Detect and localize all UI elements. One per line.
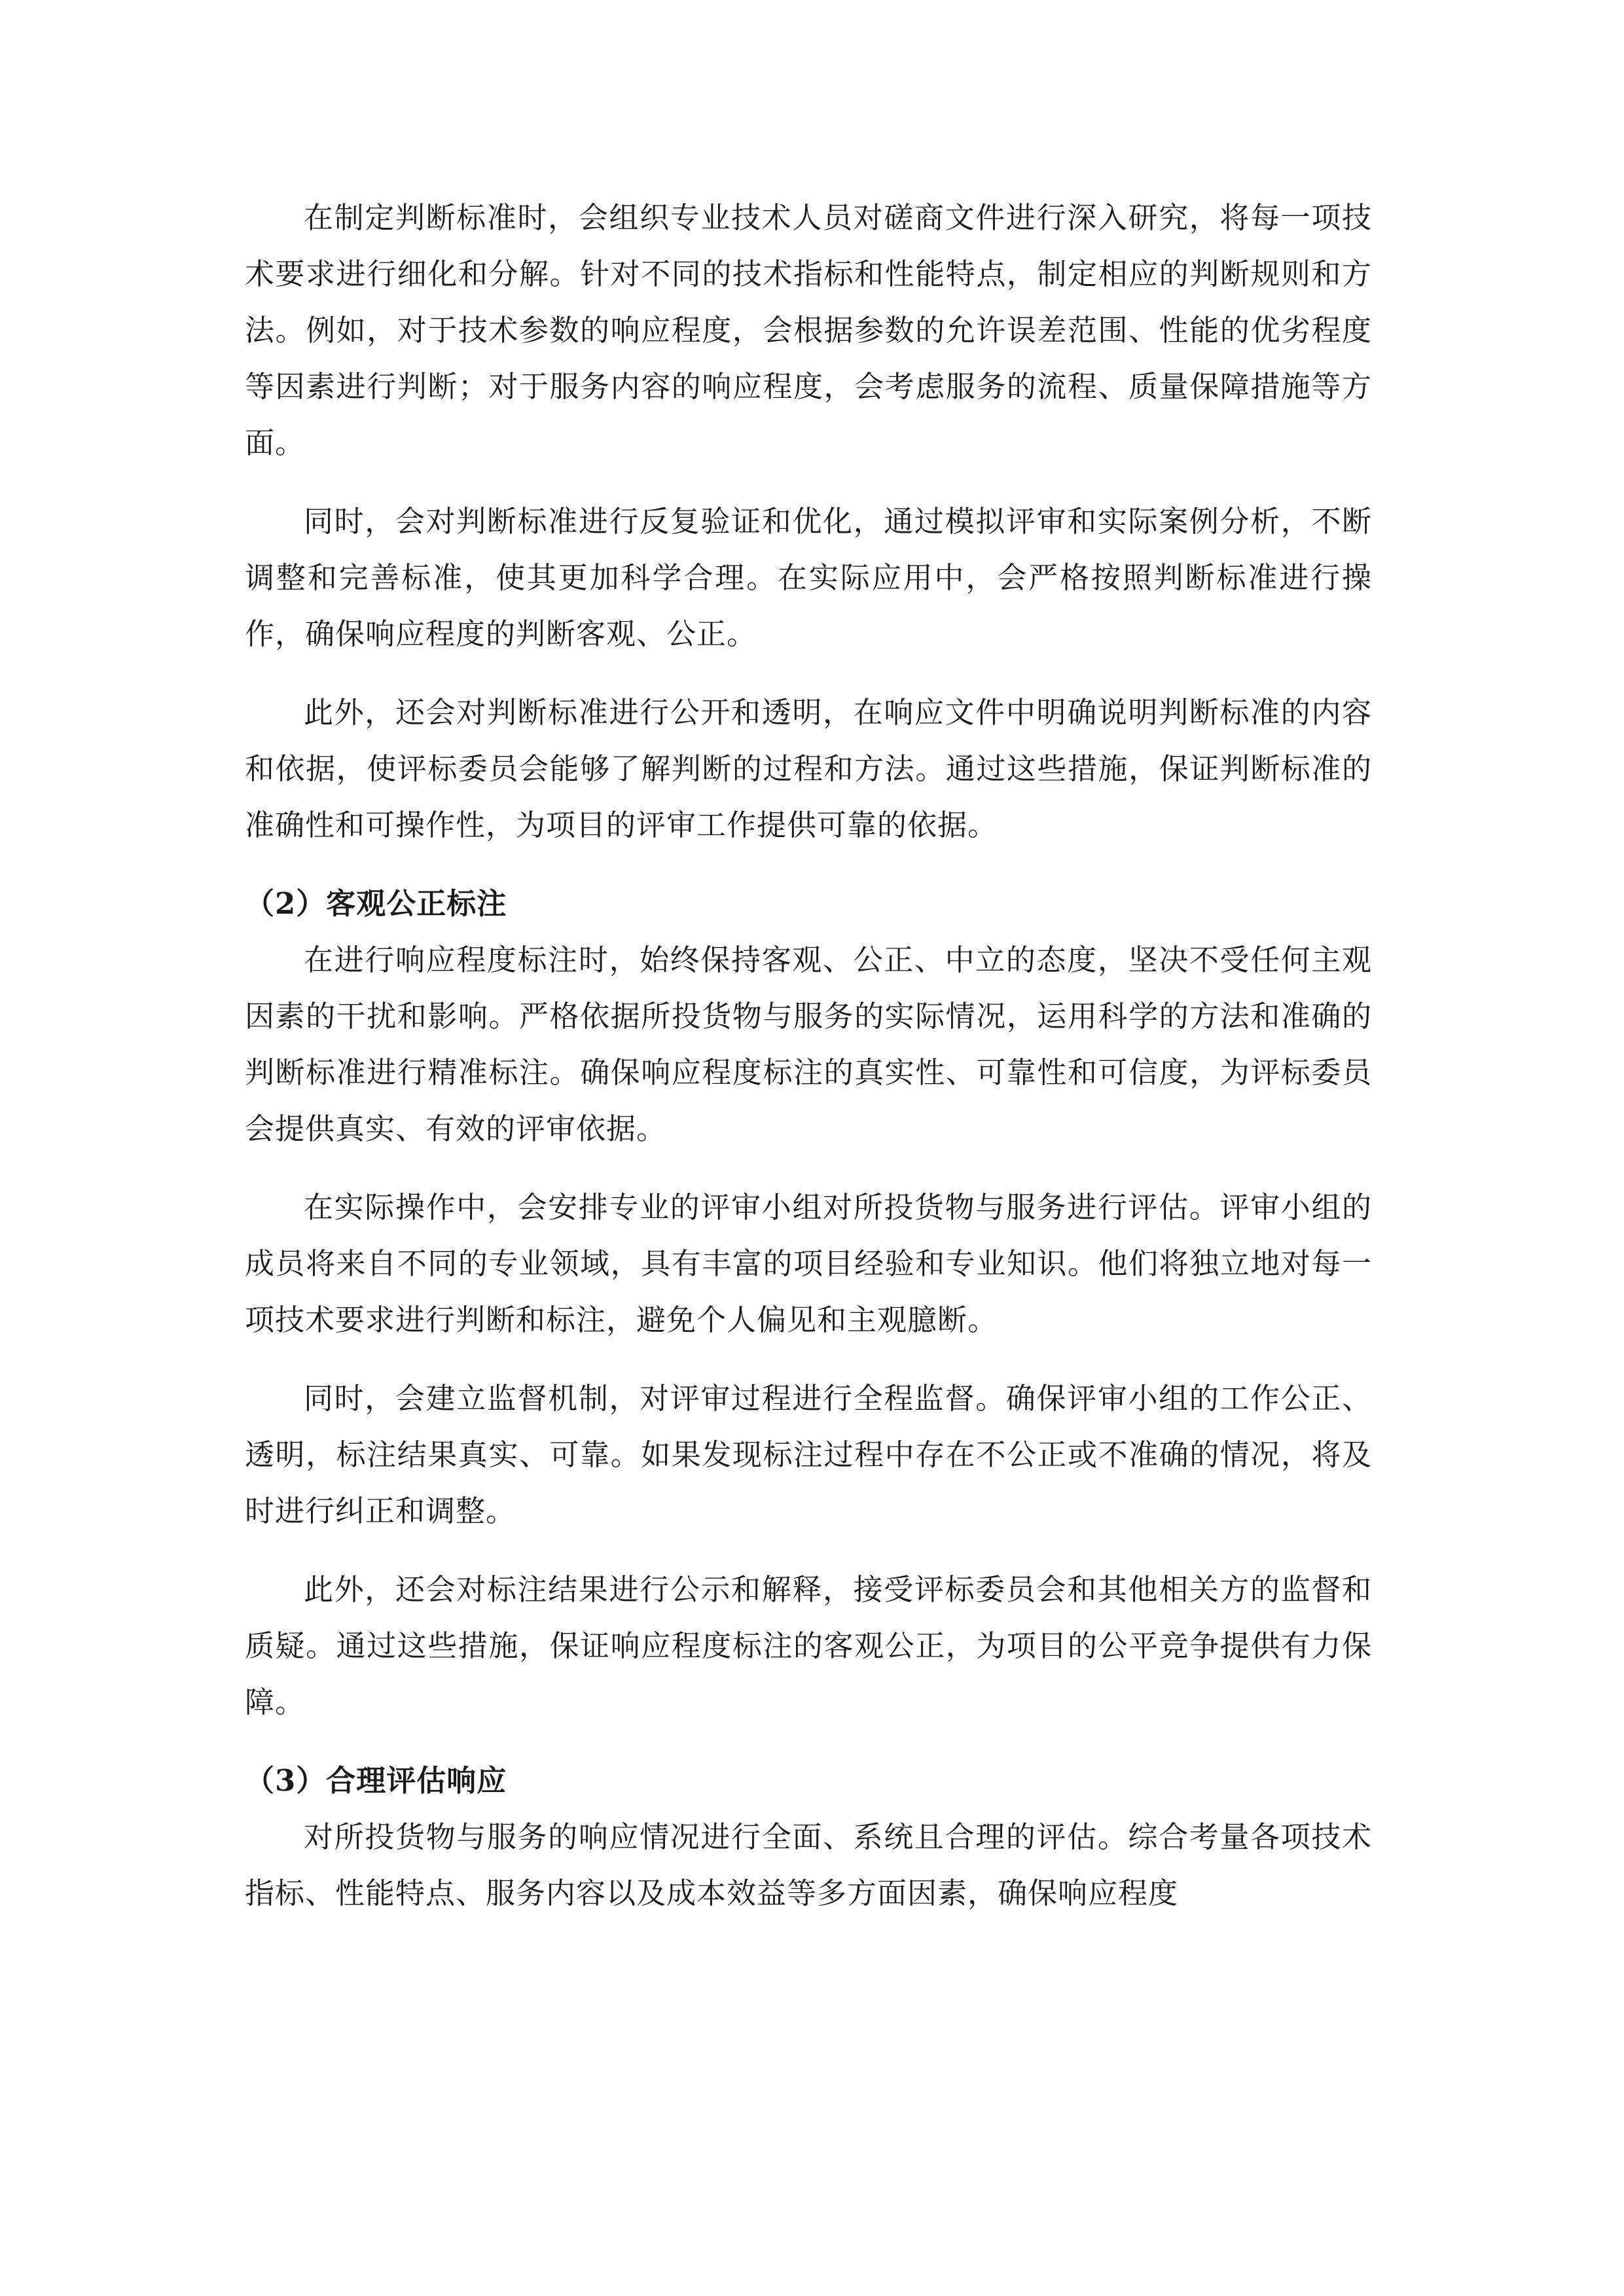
section-heading-reasonable-evaluation: （3）合理评估响应 xyxy=(245,1763,507,1798)
paragraph-review-team: 在实际操作中，会安排专业的评审小组对所投货物与服务进行评估。评审小组的成员将来自不同的专业领域，具有丰富的项目经验和专业知识。他们将独立地对每一项技术要求进行判断和标注，避免个人偏见和主观臆断。 xyxy=(245,1190,1372,1337)
paragraph-publicity: 此外，还会对标注结果进行公示和解释，接受评标委员会和其他相关方的监督和质疑。通过这些措施，保证响应程度标注的客观公正，为项目的公平竞争提供有力保障。 xyxy=(245,1572,1372,1719)
section-heading-objective-annotation: （2）客观公正标注 xyxy=(245,886,507,921)
paragraph-standards-transparency: 此外，还会对判断标准进行公开和透明，在响应文件中明确说明判断标准的内容和依据，使评标委员会能够了解判断的过程和方法。通过这些措施，保证判断标准的准确性和可操作性，为项目的评审工作提供可靠的依据。 xyxy=(245,695,1372,842)
document-body xyxy=(245,190,1372,1944)
paragraph-judgment-standards: 在制定判断标准时，会组织专业技术人员对磋商文件进行深入研究，将每一项技术要求进行细化和分解。针对不同的技术指标和性能特点，制定相应的判断规则和方法。例如，对于技术参数的响应程度，会根据参数的允许误差范围、性能的优劣程度等因素进行判断；对于服务内容的响应程度，会考虑服务的流程、质量保障措施等方面。 xyxy=(245,200,1372,460)
paragraph-supervision: 同时，会建立监督机制，对评审过程进行全程监督。确保评审小组的工作公正、透明，标注结果真实、可靠。如果发现标注过程中存在不公正或不准确的情况，将及时进行纠正和调整。 xyxy=(245,1381,1372,1528)
paragraph-reasonable-evaluation: 对所投货物与服务的响应情况进行全面、系统且合理的评估。综合考量各项技术指标、性能特点、服务内容以及成本效益等多方面因素，确保响应程度 xyxy=(245,1820,1372,1910)
paragraph-objective-annotation: 在进行响应程度标注时，始终保持客观、公正、中立的态度，坚决不受任何主观因素的干扰和影响。严格依据所投货物与服务的实际情况，运用科学的方法和准确的判断标准进行精准标注。确保响应程度标注的真实性、可靠性和可信度，为评标委员会提供真实、有效的评审依据。 xyxy=(245,942,1372,1146)
paragraph-standards-validation: 同时，会对判断标准进行反复验证和优化，通过模拟评审和实际案例分析，不断调整和完善标准，使其更加科学合理。在实际应用中，会严格按照判断标准进行操作，确保响应程度的判断客观、公正。 xyxy=(245,504,1372,651)
